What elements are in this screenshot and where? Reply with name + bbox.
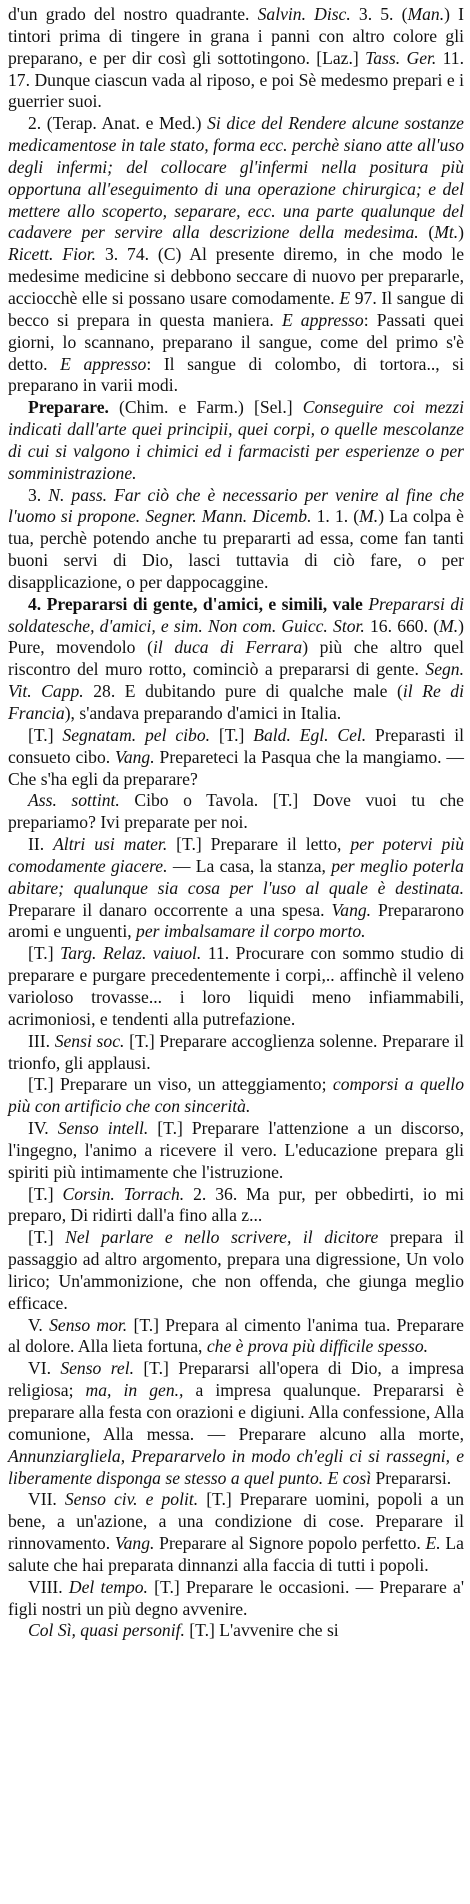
italic-run: Ass. sottint.: [28, 790, 120, 811]
italic-run: Annunziargliela, Prepararvelo in modo ch'egli ci si rassegni, e liberamente disponga se stesso a quel punto. E così: [8, 1445, 464, 1488]
paragraph-16: VI. Senso rel. [T.] Prepararsi all'opera di Dio, a impresa religiosa; ma, in gen., a impresa qualunque. Prepararsi è preparare alla festa con orazioni e digiuni. Alla confessione, Alla comunione, Alla messa. — Preparare alcuno alla morte, Annunziargliela, Prepararvelo in modo ch'egli ci si rassegni, e liberamente disponga se stesso a quel punto. E così Prepararsi.: [8, 1358, 465, 1488]
italic-run: Senso rel.: [60, 1358, 134, 1379]
paragraph-13: [T.] Corsin. Torrach. 2. 36. Ma pur, per obbedirti, io mi preparo, Di ridirti dall'a fino alla z...: [8, 1183, 464, 1226]
italic-run: Altri usi mater.: [53, 834, 168, 855]
paragraph-9: [T.] Targ. Relaz. vaiuol. 11. Procurare con sommo studio di preparare e purgare precedentemente i corpi,.. affinchè il veleno varioloso trovasse... i loro liquidi meno infiammabili, acrimoniosi, e tendenti alla putrefazione.: [8, 943, 464, 1029]
bold-run: 4. Prepararsi di gente, d'amici, e simili, vale: [28, 593, 363, 614]
italic-run: Mt.: [434, 222, 459, 243]
paragraph-8: II. Altri usi mater. [T.] Preparare il letto, per potervi più comodamente giacere. — La casa, la stanza, per meglio poterla abitare; qualunque sia cosa per l'uso al quale è destinata. Preparare il danaro occorrente a una spesa. Vang. Prepararono aromi e unguenti, per imbalsamare il corpo morto.: [8, 834, 464, 942]
paragraph-17: VII. Senso civ. e polit. [T.] Preparare uomini, popoli a un bene, a un'azione, a una condizione di cose. Preparare il rinnovamento. Vang. Preparare al Signore popolo perfetto. E. La salute che hai preparata dinnanzi alla faccia di tutti i popoli.: [8, 1489, 464, 1575]
italic-run: per potervi più comodamente giacere.: [8, 834, 464, 876]
italic-run: Sensi soc.: [54, 1030, 125, 1051]
italic-run: comporsi a quello più con artificio che con sincerità.: [8, 1074, 464, 1117]
italic-run: per meglio poterla abitare; qualunque sia cosa per l'uso al quale è destinata.: [8, 855, 464, 898]
italic-run: ma, in gen.,: [85, 1380, 184, 1401]
paragraph-10: III. Sensi soc. [T.] Preparare accoglienza solenne. Preparare il trionfo, gli applausi.: [8, 1030, 465, 1073]
italic-run: M.: [439, 615, 459, 636]
italic-run: Ricett. Fior.: [8, 244, 97, 265]
italic-run: Man.: [407, 4, 445, 24]
italic-run: Senso intell.: [57, 1118, 149, 1139]
paragraph-5: 4. Prepararsi di gente, d'amici, e simili, vale Prepararsi di soldatesche, d'amici, e sim. Non com. Guicc. Stor. 16. 660. (M.) Pure, movendolo (il duca di Ferrara) più che altro quel riscontro del muro rotto, cominciò a prepararsi di gente. Segn. Vit. Capp. 28. E dubitando pure di qualche male (il Re di Francia), s'andava preparando d'amici in Italia.: [8, 593, 465, 723]
italic-run: per imbalsamare il corpo morto.: [136, 921, 366, 942]
italic-run: Senso mor.: [49, 1314, 128, 1335]
italic-run: Tass. Ger.: [365, 47, 437, 68]
italic-run: Senso civ. e polit.: [64, 1489, 199, 1510]
italic-run: Del tempo.: [68, 1576, 148, 1597]
italic-run: E.: [425, 1533, 441, 1554]
paragraph-14: [T.] Nel parlare e nello scrivere, il dicitore prepara il passaggio ad altro argomento, prepara una digressione, Un volo lirico; Un'ammonizione, che non offenda, che giunga meglio efficace.: [8, 1227, 464, 1313]
italic-run: Segn. Vit. Capp.: [8, 659, 464, 702]
paragraph-7: Ass. sottint. Cibo o Tavola. [T.] Dove vuoi tu che prepariamo? Ivi preparate per noi.: [8, 790, 464, 833]
italic-run: Nel parlare e nello scrivere, il dicitore: [65, 1227, 379, 1248]
italic-run: E: [339, 287, 351, 308]
italic-run: il duca di Ferrara: [152, 637, 303, 658]
bold-run: Preparare.: [28, 397, 109, 418]
italic-run: Salvin. Disc.: [257, 4, 351, 24]
italic-run: il Re di Francia: [8, 681, 464, 723]
italic-run: Targ. Relaz. vaiuol.: [60, 943, 202, 964]
paragraph-3: Preparare. (Chim. e Farm.) [Sel.] Conseguire coi mezzi indicati dall'arte quei principii, quei corpi, o quelle mescolanze di cui si valgono i chimici ed i farmacisti per esperienze o per somministrazione.: [8, 397, 465, 483]
paragraph-18: VIII. Del tempo. [T.] Preparare le occasioni. — Preparare a' figli nostri un più degno avvenire.: [8, 1576, 464, 1619]
paragraph-11: [T.] Preparare un viso, un atteggiamento; comporsi a quello più con artificio che con sincerità.: [8, 1074, 464, 1117]
italic-run: Vang.: [114, 1533, 155, 1554]
italic-run: che è prova più difficile spesso.: [206, 1336, 429, 1357]
italic-run: Prepararsi di soldatesche, d'amici, e sim. Non com.: [8, 593, 465, 636]
italic-run: Si dice del Rendere alcune sostanze medicamentose in tale stato, forma ecc. perchè siano atte all'uso degli infermi; del collocare gl'infermi nella positura più opportuna all'eseguimento di una operazione chirurgica; e del mettere allo scoperto, separare, ecc. una parte qualunque del cadavere per servire alla descrizione della medesima.: [8, 113, 464, 243]
italic-run: Guicc. Stor.: [281, 615, 365, 636]
italic-run: M.: [359, 506, 379, 527]
italic-run: Vang.: [331, 899, 372, 920]
italic-run: E appresso: [281, 309, 364, 330]
italic-run: Vang.: [115, 746, 155, 767]
italic-run: Corsin. Torrach.: [62, 1183, 185, 1204]
paragraph-15: V. Senso mor. [T.] Prepara al cimento l'anima tua. Preparare al dolore. Alla lieta fortuna, che è prova più difficile spesso.: [8, 1314, 464, 1357]
italic-run: N. pass.: [48, 484, 108, 505]
paragraph-4: 3. N. pass. Far ciò che è necessario per venire al fine che l'uomo si propone. Segner. Mann. Dicemb. 1. 1. (M.) La colpa è tua, perchè potendo anche tu prepararti ad essa, come fan tanti buoni servi di Dio, lasci tuttavia di ciò fare, o per disapplicazione, o per dappocaggine.: [8, 484, 465, 592]
italic-run: Col Sì, quasi personif.: [28, 1620, 185, 1641]
paragraph-12: IV. Senso intell. [T.] Preparare l'attenzione a un discorso, l'ingegno, l'animo a ricevere il vero. L'educazione prepara gli spiriti più intimamente che l'istruzione.: [8, 1118, 464, 1182]
italic-run: Far ciò che è necessario per venire al fine che l'uomo si propone.: [8, 484, 465, 527]
paragraph-19: Col Sì, quasi personif. [T.] L'avvenire che si: [28, 1620, 339, 1641]
italic-run: Segner. Mann. Dicemb.: [145, 506, 312, 527]
italic-run: Bald. Egl. Cel.: [253, 724, 367, 745]
italic-run: Segnatam. pel cibo.: [62, 724, 211, 745]
paragraph-2: 2. (Terap. Anat. e Med.) Si dice del Rendere alcune sostanze medicamentose in tale stato, forma ecc. perchè siano atte all'uso degli infermi; del collocare gl'infermi nella positura più opportuna all'eseguimento di una operazione chirurgica; e del mettere allo scoperto, separare, ecc. una parte qualunque del cadavere per servire alla descrizione della medesima. (Mt.) Ricett. Fior. 3. 74. (C) Al presente diremo, in che modo le medesime medicine si debbono seccare di nuovo per prepararle, acciocchè elle si possano usare comodamente. E 97. Il sangue di becco si prepara in questa maniera. E appresso: Passati quei giorni, lo scannano, preparano il sangue, come del primo s'è detto. E appresso: Il sangue di colombo, di tortora.., si preparano in varii modi.: [8, 113, 465, 396]
italic-run: E appresso: [60, 353, 147, 374]
paragraph-1: d'un grado del nostro quadrante. Salvin. Disc. 3. 5. (Man.) I tintori prima di tingere in grana i panni con altro colore gli preparano, e per dir così gli sottotingono. [Laz.] Tass. Ger. 11. 17. Dunque ciascun vada al riposo, e poi Sè medesmo prepari e i guerrier suoi.: [8, 4, 464, 112]
italic-run: Conseguire coi mezzi indicati dall'arte quei principii, quei corpi, o quelle mescolanze di cui si valgono i chimici ed i farmacisti per esperienze o per somministrazione.: [8, 397, 465, 483]
paragraph-6: [T.] Segnatam. pel cibo. [T.] Bald. Egl. Cel. Preparasti il consueto cibo. Vang. Prepareteci la Pasqua che la mangiamo. — Che s'ha egli da preparare?: [8, 724, 464, 789]
